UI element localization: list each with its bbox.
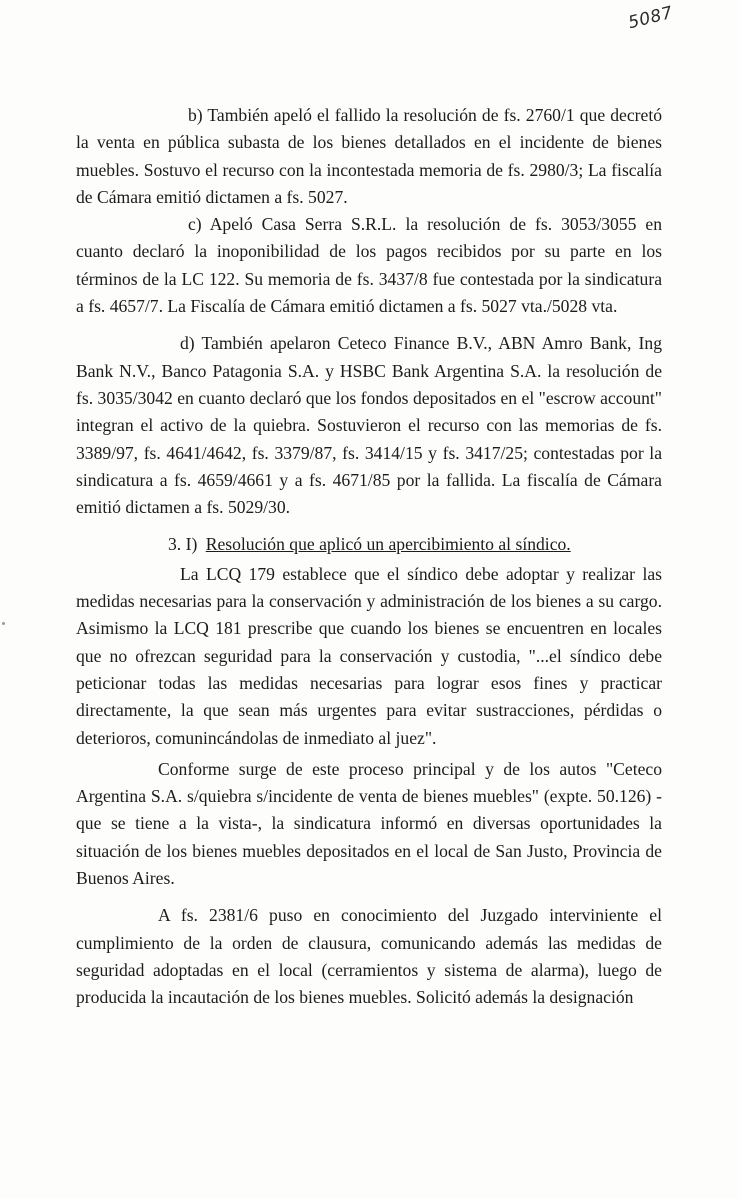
document-body: [76, 102, 662, 1012]
paragraph-b-appeal-fallido: b) También apeló el fallido la resolución de fs. 2760/1 que decretó la venta en pública subasta de los bienes detallados en el incidente de bienes muebles. Sostuvo el recurso con la incontestada memoria de fs. 2980/3; La fiscalía de Cámara emitió dictamen a fs. 5027.: [76, 105, 662, 207]
paragraph-gap: [76, 892, 662, 902]
handwritten-page-number: 5087: [626, 2, 676, 34]
paragraph-gap: [76, 320, 662, 330]
section-heading: [76, 531, 662, 558]
section-heading-title: Resolución que aplicó un apercibimiento al síndico.: [205, 534, 571, 555]
paragraph-lcq-179: La LCQ 179 establece que el síndico debe adoptar y realizar las medidas necesarias para la conservación y administración de los bienes a su cargo. Asimismo la LCQ 181 prescribe que cuando los bienes se encuentren en locales que no ofrezcan seguridad para la conservación y custodia, "...el síndico debe peticionar todas las medidas necesarias para lograr esos fines y practicar directamente, la que sean más urgentes para evitar sustracciones, pérdidas o deterioros, comunincándolas de inmediato al juez".: [76, 563, 662, 748]
paragraph-c-appeal-casa-serra: c) Apeló Casa Serra S.R.L. la resolución de fs. 3053/3055 en cuanto declaró la inoponibilidad de los pagos recibidos por su parte en los términos de la LC 122. Su memoria de fs. 3437/8 fue contestada por la sindicatura a fs. 4657/7. La Fiscalía de Cámara emitió dictamen a fs. 5027 vta./5028 vta.: [76, 214, 662, 317]
scan-speck: [2, 622, 5, 625]
paragraph-conforme-surge: Conforme surge de este proceso principal y de los autos "Ceteco Argentina S.A. s/quiebra s/incidente de venta de bienes muebles" (expte. 50.126) -que se tiene a la vista-, la sindicatura informó en diversas oportunidades la situación de los bienes muebles depositados en el local de San Justo, Provincia de Buenos Aires.: [76, 758, 662, 889]
paragraph-d-appeal-banks: d) También apelaron Ceteco Finance B.V., ABN Amro Bank, Ing Bank N.V., Banco Patagonia S.A. y HSBC Bank Argentina S.A. la resolución de fs. 3035/3042 en cuanto declaró que los fondos depositados en el "escrow account" integran el activo de la quiebra. Sostuvieron el recurso con las memorias de fs. 3389/97, fs. 4641/4642, fs. 3379/87, fs. 3414/15 y fs. 3417/25; contestadas por la sindicatura a fs. 4659/4661 y a fs. 4671/85 por la fallida. La fiscalía de Cámara emitió dictamen a fs. 5029/30.: [76, 333, 662, 518]
section-heading-number: 3. I): [168, 534, 198, 555]
paragraph-fs-2381: A fs. 2381/6 puso en conocimiento del Juzgado interviniente el cumplimiento de la orden de clausura, comunicando además las medidas de seguridad adoptadas en el local (cerramientos y sistema de alarma), luego de producida la incautación de los bienes muebles. Solicitó además la designación: [76, 905, 662, 1008]
